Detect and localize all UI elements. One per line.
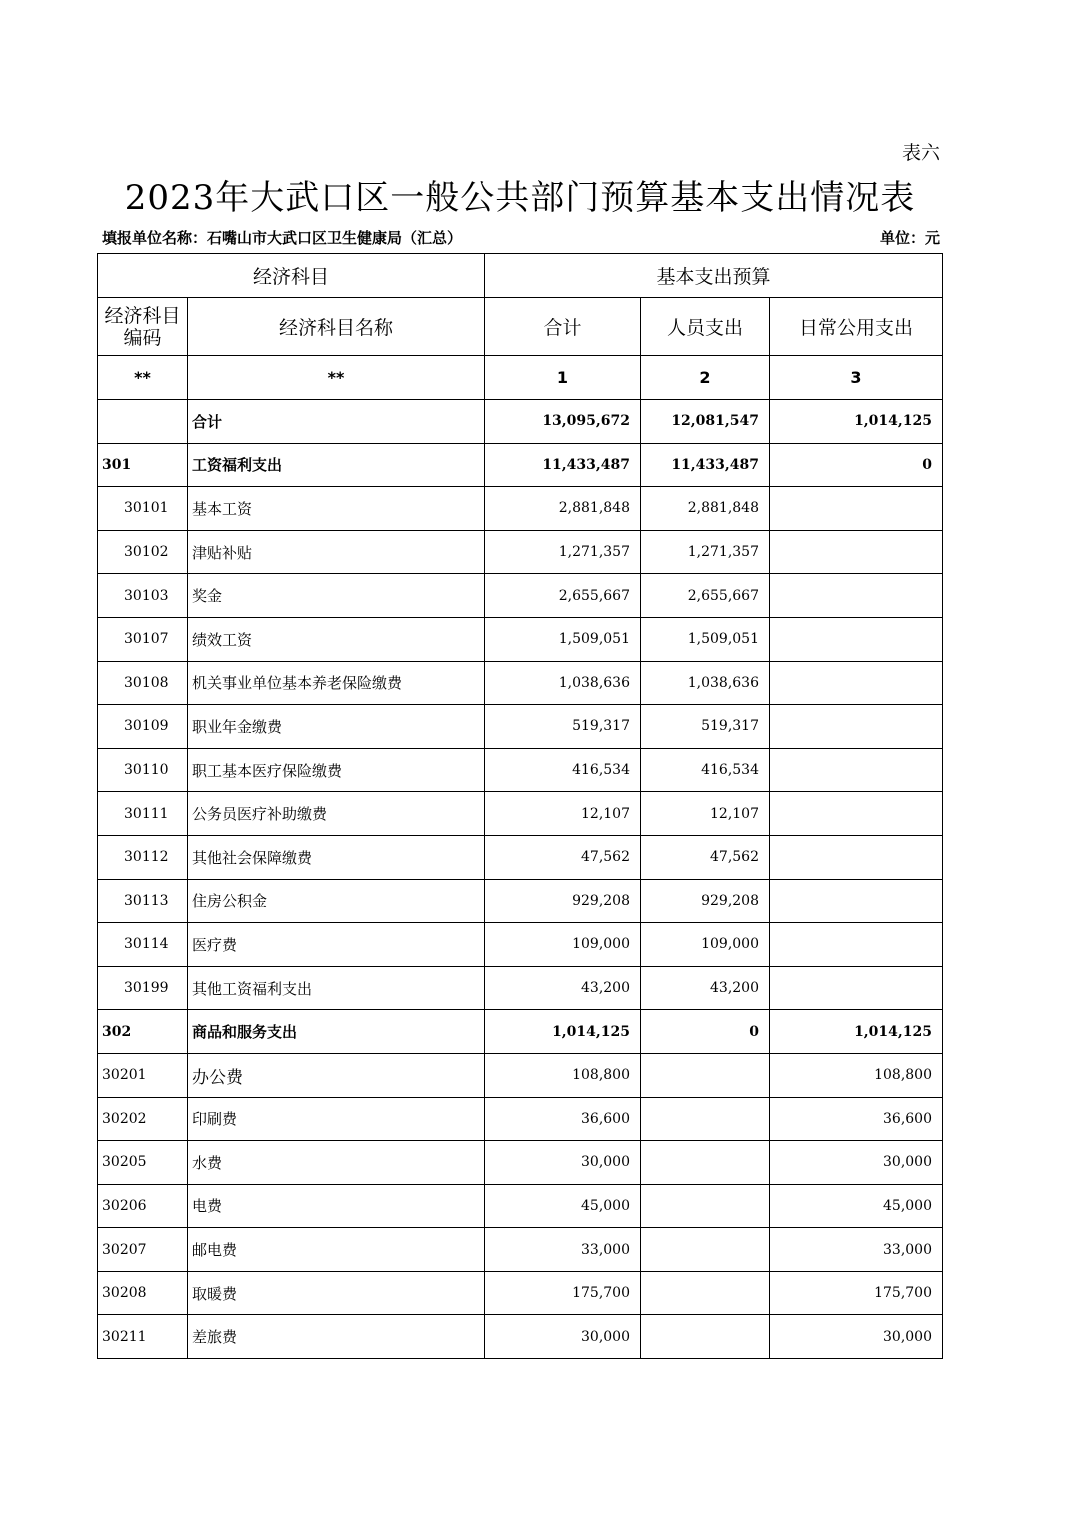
row-code: 30111: [98, 792, 188, 836]
table-row: [98, 1053, 943, 1097]
table-number: 表六: [901, 142, 940, 164]
row-name: 医疗费: [188, 923, 485, 967]
row-personnel: 1,271,357: [641, 530, 770, 574]
page-title: 2023年大武口区一般公共部门预算基本支出情况表: [124, 178, 916, 218]
row-daily: 0: [770, 443, 943, 487]
table-row: [98, 1010, 943, 1054]
row-personnel: 2,881,848: [641, 487, 770, 531]
row-total: 416,534: [485, 748, 641, 792]
row-personnel: [641, 1141, 770, 1185]
row-personnel: 1,038,636: [641, 661, 770, 705]
row-personnel: 43,200: [641, 966, 770, 1010]
budget-table: [97, 253, 943, 1359]
row-daily: [770, 661, 943, 705]
row-daily: [770, 966, 943, 1010]
row-total: 519,317: [485, 705, 641, 749]
table-body: [98, 400, 943, 1359]
table-row: [98, 792, 943, 836]
header-col-3: 3: [770, 356, 943, 400]
header-code-mark: **: [98, 356, 188, 400]
row-name: 合计: [188, 400, 485, 444]
row-total: 2,881,848: [485, 487, 641, 531]
row-total: 1,271,357: [485, 530, 641, 574]
row-code: 302: [98, 1010, 188, 1054]
table-row: [98, 487, 943, 531]
table-row: [98, 705, 943, 749]
row-name: 职工基本医疗保险缴费: [188, 748, 485, 792]
row-total: 2,655,667: [485, 574, 641, 618]
row-personnel: 0: [641, 1010, 770, 1054]
header-code: 经济科目编码: [98, 298, 188, 356]
table-row: [98, 1141, 943, 1185]
row-total: 1,509,051: [485, 617, 641, 661]
row-personnel: 929,208: [641, 879, 770, 923]
row-name: 电费: [188, 1184, 485, 1228]
row-daily: [770, 923, 943, 967]
row-name: 公务员医疗补助缴费: [188, 792, 485, 836]
table-row: [98, 748, 943, 792]
row-code: 30114: [98, 923, 188, 967]
row-name: 住房公积金: [188, 879, 485, 923]
row-code: 30109: [98, 705, 188, 749]
row-code: 30112: [98, 835, 188, 879]
header-col-1: 1: [485, 356, 641, 400]
row-daily: [770, 879, 943, 923]
row-total: 36,600: [485, 1097, 641, 1141]
row-code: 30108: [98, 661, 188, 705]
row-total: 43,200: [485, 966, 641, 1010]
row-code: 30201: [98, 1053, 188, 1097]
row-total: 30,000: [485, 1141, 641, 1185]
row-code: 301: [98, 443, 188, 487]
row-code: 30207: [98, 1228, 188, 1272]
row-daily: 108,800: [770, 1053, 943, 1097]
table-row: [98, 1271, 943, 1315]
row-personnel: 12,081,547: [641, 400, 770, 444]
row-personnel: 2,655,667: [641, 574, 770, 618]
table-row: [98, 574, 943, 618]
row-name: 奖金: [188, 574, 485, 618]
row-personnel: 519,317: [641, 705, 770, 749]
row-name: 取暖费: [188, 1271, 485, 1315]
currency-unit: 单位：元: [879, 229, 940, 247]
row-total: 33,000: [485, 1228, 641, 1272]
table-row: [98, 443, 943, 487]
header-personnel: 人员支出: [641, 298, 770, 356]
header-basic-budget: 基本支出预算: [485, 254, 943, 298]
row-daily: 1,014,125: [770, 400, 943, 444]
row-total: 45,000: [485, 1184, 641, 1228]
row-personnel: [641, 1228, 770, 1272]
row-daily: [770, 705, 943, 749]
row-daily: 175,700: [770, 1271, 943, 1315]
row-daily: [770, 792, 943, 836]
row-personnel: [641, 1315, 770, 1359]
table-row: [98, 530, 943, 574]
table-row: [98, 1097, 943, 1141]
row-daily: [770, 574, 943, 618]
header-econ-subject: 经济科目: [98, 254, 485, 298]
row-total: 12,107: [485, 792, 641, 836]
row-total: 30,000: [485, 1315, 641, 1359]
row-name: 基本工资: [188, 487, 485, 531]
row-personnel: [641, 1053, 770, 1097]
row-daily: [770, 530, 943, 574]
table-row: [98, 661, 943, 705]
row-personnel: [641, 1271, 770, 1315]
row-name: 职业年金缴费: [188, 705, 485, 749]
row-code: 30113: [98, 879, 188, 923]
row-code: 30202: [98, 1097, 188, 1141]
row-name: 机关事业单位基本养老保险缴费: [188, 661, 485, 705]
row-personnel: 11,433,487: [641, 443, 770, 487]
row-daily: [770, 617, 943, 661]
row-total: 1,038,636: [485, 661, 641, 705]
row-code: 30102: [98, 530, 188, 574]
header-daily: 日常公用支出: [770, 298, 943, 356]
row-total: 108,800: [485, 1053, 641, 1097]
row-name: 其他社会保障缴费: [188, 835, 485, 879]
table-row: [98, 617, 943, 661]
row-name: 差旅费: [188, 1315, 485, 1359]
table-row: [98, 1315, 943, 1359]
row-code: 30107: [98, 617, 188, 661]
header-name-mark: **: [188, 356, 485, 400]
row-name: 邮电费: [188, 1228, 485, 1272]
row-code: [98, 400, 188, 444]
row-name: 水费: [188, 1141, 485, 1185]
row-personnel: [641, 1097, 770, 1141]
row-daily: 30,000: [770, 1141, 943, 1185]
row-code: 30103: [98, 574, 188, 618]
row-code: 30101: [98, 487, 188, 531]
table-row: [98, 400, 943, 444]
row-total: 1,014,125: [485, 1010, 641, 1054]
row-daily: 1,014,125: [770, 1010, 943, 1054]
row-personnel: 416,534: [641, 748, 770, 792]
row-code: 30199: [98, 966, 188, 1010]
row-total: 929,208: [485, 879, 641, 923]
row-total: 47,562: [485, 835, 641, 879]
table-row: [98, 879, 943, 923]
row-daily: [770, 835, 943, 879]
row-daily: 36,600: [770, 1097, 943, 1141]
row-personnel: 12,107: [641, 792, 770, 836]
row-personnel: [641, 1184, 770, 1228]
table-row: [98, 923, 943, 967]
table-row: [98, 1228, 943, 1272]
row-personnel: 47,562: [641, 835, 770, 879]
row-name: 其他工资福利支出: [188, 966, 485, 1010]
row-name: 商品和服务支出: [188, 1010, 485, 1054]
header-col-2: 2: [641, 356, 770, 400]
row-daily: 45,000: [770, 1184, 943, 1228]
row-code: 30211: [98, 1315, 188, 1359]
row-code: 30206: [98, 1184, 188, 1228]
reporting-unit: 填报单位名称：石嘴山市大武口区卫生健康局（汇总）: [102, 229, 463, 247]
row-code: 30205: [98, 1141, 188, 1185]
row-daily: [770, 487, 943, 531]
row-name: 工资福利支出: [188, 443, 485, 487]
table-row: [98, 1184, 943, 1228]
row-name: 印刷费: [188, 1097, 485, 1141]
header-total: 合计: [485, 298, 641, 356]
table-row: [98, 835, 943, 879]
row-personnel: 109,000: [641, 923, 770, 967]
row-total: 13,095,672: [485, 400, 641, 444]
row-total: 109,000: [485, 923, 641, 967]
row-name: 津贴补贴: [188, 530, 485, 574]
table-row: [98, 966, 943, 1010]
row-code: 30110: [98, 748, 188, 792]
row-daily: 30,000: [770, 1315, 943, 1359]
row-total: 175,700: [485, 1271, 641, 1315]
row-daily: 33,000: [770, 1228, 943, 1272]
row-code: 30208: [98, 1271, 188, 1315]
header-name: 经济科目名称: [188, 298, 485, 356]
row-name: 绩效工资: [188, 617, 485, 661]
row-name: 办公费: [188, 1053, 485, 1097]
row-personnel: 1,509,051: [641, 617, 770, 661]
row-daily: [770, 748, 943, 792]
row-total: 11,433,487: [485, 443, 641, 487]
